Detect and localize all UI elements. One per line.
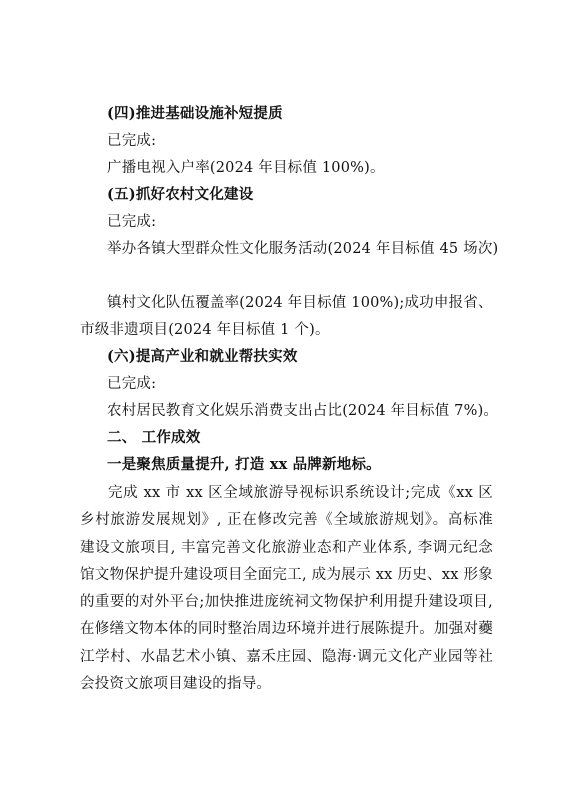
section-4-title: (四)推进基础设施补短提质 (107, 105, 283, 122)
point-1-title: 一是聚焦质量提升, 打造 xx 品牌新地标。 (107, 456, 381, 473)
section-6-title: (六)提高产业和就业帮扶实效 (107, 348, 298, 365)
section-4-done-label: 已完成: (107, 133, 157, 149)
section-5-item-2-line-2: 市级非遗项目(2024 年目标值 1 个)。 (80, 322, 330, 338)
point-1-body: 完成 xx 市 xx 区全域旅游导视标识系统设计;完成《xx 区乡村旅游发展规划》, 正在修改完善《全域旅游规划》。高标准建设文旅项目, 丰富完善文化旅游业态和产业体系, 李调元纪念馆文物保护提升建设项目全面完工, 成为展示 xx 历史、xx 形象的重要的对外平台;加快推进庞统祠文物保护利用提升建设项目, 在修缮文物本体的同时整治周边环境并进行展陈提升。加强对虁江学村、水晶艺术小镇、嘉禾庄园、隐海·调元文化产业园等社会投资文旅项目建设的指导。 (80, 485, 493, 693)
section-6-item-1: 农村居民教育文化娱乐消费支出占比(2024 年目标值 7%)。 (107, 403, 499, 419)
section-5-item-1: 举办各镇大型群众性文化服务活动(2024 年目标值 45 场次) (107, 241, 499, 257)
part-2-title: 二、 工作成效 (107, 429, 201, 446)
section-4-item-1: 广播电视入户率(2024 年目标值 100%)。 (107, 160, 385, 176)
section-5-item-2-line-1: 镇村文化队伍覆盖率(2024 年目标值 100%);成功申报省、 (107, 295, 493, 311)
section-5-title: (五)抓好农村文化建设 (107, 186, 254, 203)
section-6-done-label: 已完成: (107, 376, 157, 392)
section-5-done-label: 已完成: (107, 214, 157, 230)
